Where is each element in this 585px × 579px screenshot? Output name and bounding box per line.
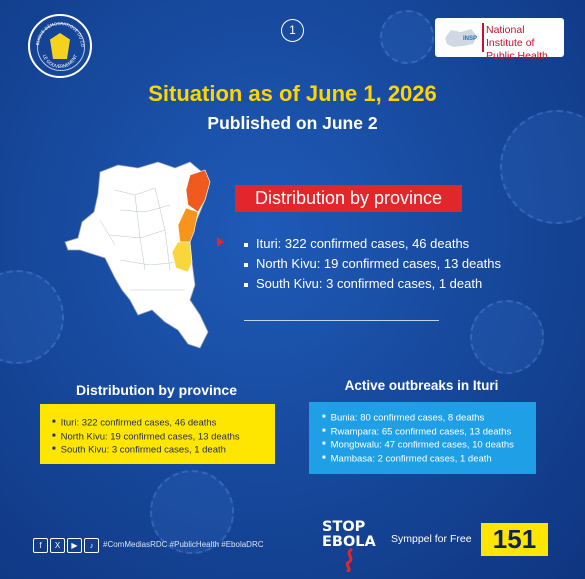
section-divider	[244, 320, 439, 321]
institute-name: National Institute of Public Health	[486, 24, 548, 62]
page-number: 1	[281, 19, 304, 42]
bullet-icon	[244, 243, 248, 247]
distribution-heading-banner: Distribution by province	[235, 185, 462, 212]
sympel-text: Symppel for Free	[391, 533, 472, 545]
government-seal	[28, 14, 92, 78]
virus-decoration-icon	[0, 270, 64, 364]
drc-map	[60, 150, 220, 355]
svg-text:RÉPUBLIQUE DÉMOCRATIQUE DU CON	[30, 16, 85, 48]
ebola-text: EBOLA	[322, 534, 376, 550]
list-item	[244, 234, 501, 254]
hashtags: #ComMediasRDC #PublicHealth #EbolaDRC	[103, 540, 264, 549]
bullet-icon	[244, 283, 248, 287]
seal-text-ring	[30, 16, 90, 76]
page-subtitle: Published on June 2	[207, 113, 378, 133]
institute-logo-box	[435, 18, 564, 62]
outbreaks-box-heading: Active outbreaks in Ituri	[344, 378, 499, 393]
list-item-text: Ituri: 322 confirmed cases, 46 deaths	[256, 236, 470, 251]
list-item: ■ Mongbwalu: 47 confirmed cases, 10 deaths	[322, 438, 536, 452]
facebook-icon[interactable]: f	[33, 538, 48, 553]
list-item: ■ Rwampara: 65 confirmed cases, 13 deaths	[322, 425, 536, 439]
list-item-text: South Kivu: 3 confirmed cases, 1 death	[256, 276, 483, 291]
tiktok-icon[interactable]: ♪	[84, 538, 99, 553]
list-item: ■ North Kivu: 19 confirmed cases, 13 deaths	[52, 430, 275, 444]
list-item	[244, 254, 501, 274]
stop-ebola-swirl-icon	[343, 548, 357, 572]
list-item	[244, 274, 501, 294]
seal-top-text: BLIQUE DÉMOCRATIQUE DU CO	[34, 20, 86, 48]
stop-text: STOP	[322, 519, 366, 535]
stop-ebola-logo	[322, 520, 388, 550]
distribution-box	[40, 404, 275, 464]
list-item: ■ Ituri: 322 confirmed cases, 46 deaths	[52, 416, 275, 430]
list-item: ■ Bunia: 80 confirmed cases, 8 deaths	[322, 411, 536, 425]
institute-divider	[482, 23, 484, 52]
social-links	[33, 538, 99, 552]
virus-decoration-icon	[470, 300, 544, 374]
institute-map-logo-icon	[441, 26, 481, 50]
distribution-main-list	[244, 234, 501, 294]
svg-text:LE GOUVERNEMENT	[41, 54, 79, 70]
pointer-arrow-icon	[217, 237, 224, 247]
list-item: ■ South Kivu: 3 confirmed cases, 1 death	[52, 443, 275, 457]
hotline-number: 151	[481, 523, 548, 556]
distribution-box-heading: Distribution by province	[75, 382, 237, 398]
x-icon[interactable]: X	[50, 538, 65, 553]
institute-logo-text: INSP	[463, 36, 478, 42]
page-title: Situation as of June 1, 2026	[148, 81, 437, 106]
virus-decoration-icon	[380, 10, 434, 64]
map-ituri-region	[186, 170, 210, 212]
outbreaks-box	[309, 402, 536, 474]
youtube-icon[interactable]: ▶	[67, 538, 82, 553]
list-item: ■ Mambasa: 2 confirmed cases, 1 death	[322, 452, 536, 466]
bullet-icon	[244, 263, 248, 267]
seal-bottom-text: LE GOUVERNEMENT	[40, 54, 80, 71]
list-item-text: North Kivu: 19 confirmed cases, 13 deaths	[256, 256, 501, 271]
